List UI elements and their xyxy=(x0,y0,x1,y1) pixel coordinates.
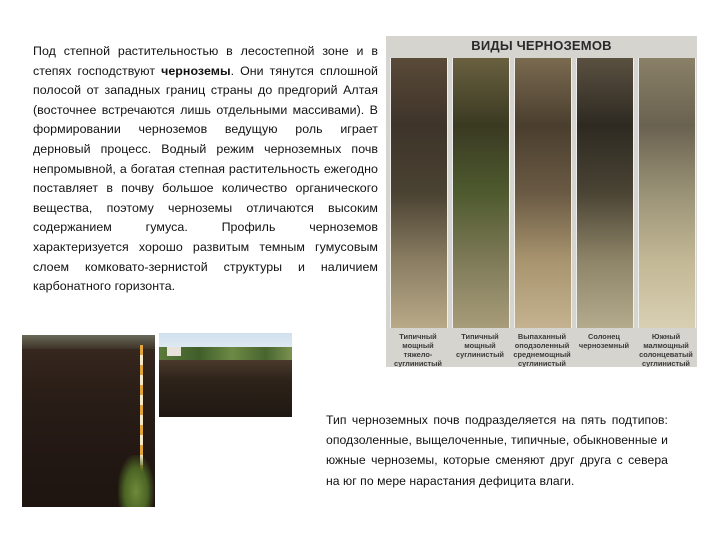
soil-profile-label-1: Типичный мощный тяжело-суглинистый xyxy=(394,332,442,367)
soil-types-figure xyxy=(386,36,697,367)
soil-profile-2 xyxy=(452,58,510,328)
chernozem-term: черноземы xyxy=(161,63,231,78)
pit-rim xyxy=(22,335,155,349)
soil-profile-label-5: Южный малмощный солонцеватый суглинистый xyxy=(639,332,693,367)
field-house xyxy=(167,347,181,356)
main-paragraph-start: Под степной растительностью в лесостепной зоне и в степях господствуют xyxy=(33,44,378,78)
main-paragraph-rest: . Они тянутся сплошной полосой от западных границ страны до предгорий Алтая (восточнее встречаются лишь отдельными массивами). В формировании черноземов ведущую роль играет дерновый процесс. Водный режим черноземных почв непромывной, а богатая степная растительность ежегодно поставляет в почву большое количество органического вещества, поэтому черноземы отличаются высоким содержанием гумуса. Профиль черноземов характеризуется хорошо развитым темным гумусовым слоем комковато-зернистой структуры и наличием карбонатного горизонта. xyxy=(33,63,378,294)
subtypes-paragraph: Тип черноземных почв подразделяется на пять подтипов: оподзоленные, выщелоченные, типичные, обыкновенные и южные черноземы, которые сменяют друг друга с севера на юг по мере нарастания дефицита влаги. xyxy=(326,413,668,488)
soil-pit-photo xyxy=(22,335,155,507)
soil-profile-5 xyxy=(638,58,696,328)
soil-types-title: ВИДЫ ЧЕРНОЗЕМОВ xyxy=(471,38,612,53)
field-black-earth xyxy=(159,360,292,417)
soil-profile-label-2: Типичный мощный суглинистый xyxy=(456,332,504,359)
soil-profile-label-3: Выпаханный оподзоленный среднемощный суглинистый xyxy=(513,332,571,367)
main-paragraph xyxy=(33,42,378,297)
plowed-field-photo xyxy=(159,333,292,417)
soil-profile-3 xyxy=(514,58,572,328)
soil-profile-label-4: Солонец черноземный xyxy=(578,332,630,350)
soil-profile-1 xyxy=(390,58,448,328)
soil-profile-4 xyxy=(576,58,634,328)
grass-tuft xyxy=(118,455,154,507)
